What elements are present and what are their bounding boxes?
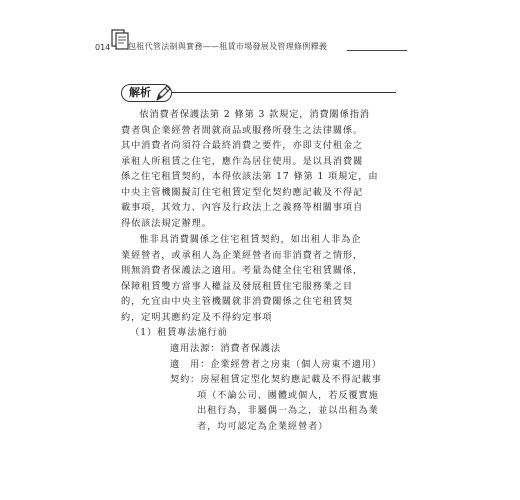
paragraph-line: 業經營者，或承租人為企業經營者而非消費者之情形， (121, 249, 364, 261)
paragraph-line: 惟非具消費關係之住宅租賃契約，如出租人非為企 (139, 234, 362, 245)
contract-line: 契約：房屋租賃定型化契約應記載及不得記載事 (170, 374, 382, 386)
paragraph-non-consumer (121, 232, 411, 325)
scope-line: 適 用：企業經營者之房東（個人房東不適用） (170, 358, 382, 370)
paragraph-line: 中央主管機關擬訂住宅租賃定型化契約應記載及不得記 (121, 186, 364, 198)
paragraph-line: 則無消費者保護法之適用。考量為健全住宅租賃關係， (121, 265, 364, 277)
page-number: 014 (95, 43, 111, 52)
paragraph-line: 載事項，其效力、內容及行政法上之義務等相關事項自 (121, 202, 364, 214)
section-label: 解析 (121, 84, 172, 102)
paragraph-line: 其中消費者尚須符合最終消費之要件，亦即支付租金之 (121, 140, 364, 152)
contract-line: 出租行為，非屬偶一為之，並以出租為業 (197, 405, 379, 417)
running-header-title: 包租代管法制與實務——租賃市場發展及管理條例釋義 (128, 42, 328, 51)
law-source-line: 適用法源：消費者保護法 (170, 343, 281, 354)
item-details (170, 341, 410, 434)
header-rule (347, 50, 407, 51)
pencil-icon (153, 82, 173, 104)
paragraph-line: 承租人所租賃之住宅，應作為居住使用。是以具消費關 (121, 155, 364, 167)
item-heading (121, 325, 411, 341)
paragraph-line: 保障租賃雙方當事人權益及發展租賃住宅服務業之目 (121, 280, 354, 292)
paragraph-line: 的，允宜由中央主管機關就非消費關係之住宅租賃契 (121, 296, 354, 308)
contract-line: 者，均可認定為企業經營者） (197, 420, 329, 432)
paragraph-line: 費者與企業經營者間就商品或服務所發生之法律關係。 (121, 124, 364, 136)
paragraph-line: 約，定明其應約定及不得約定事項 (121, 311, 273, 323)
contract-line: 項（不論公司、團體或個人，若反覆實施 (197, 389, 379, 401)
paragraph-consumer-protection (121, 107, 411, 231)
paragraph-line: 係之住宅租賃契約，本得依該法第 17 條第 1 項規定，由 (121, 171, 379, 183)
paragraph-line: 得依該法規定辦理。 (121, 217, 212, 229)
item-heading-text: （1）租賃專法施行前 (130, 327, 228, 338)
section-divider (166, 92, 396, 93)
paragraph-line: 依消費者保護法第 2 條第 3 款規定，消費關係指消 (139, 109, 370, 120)
